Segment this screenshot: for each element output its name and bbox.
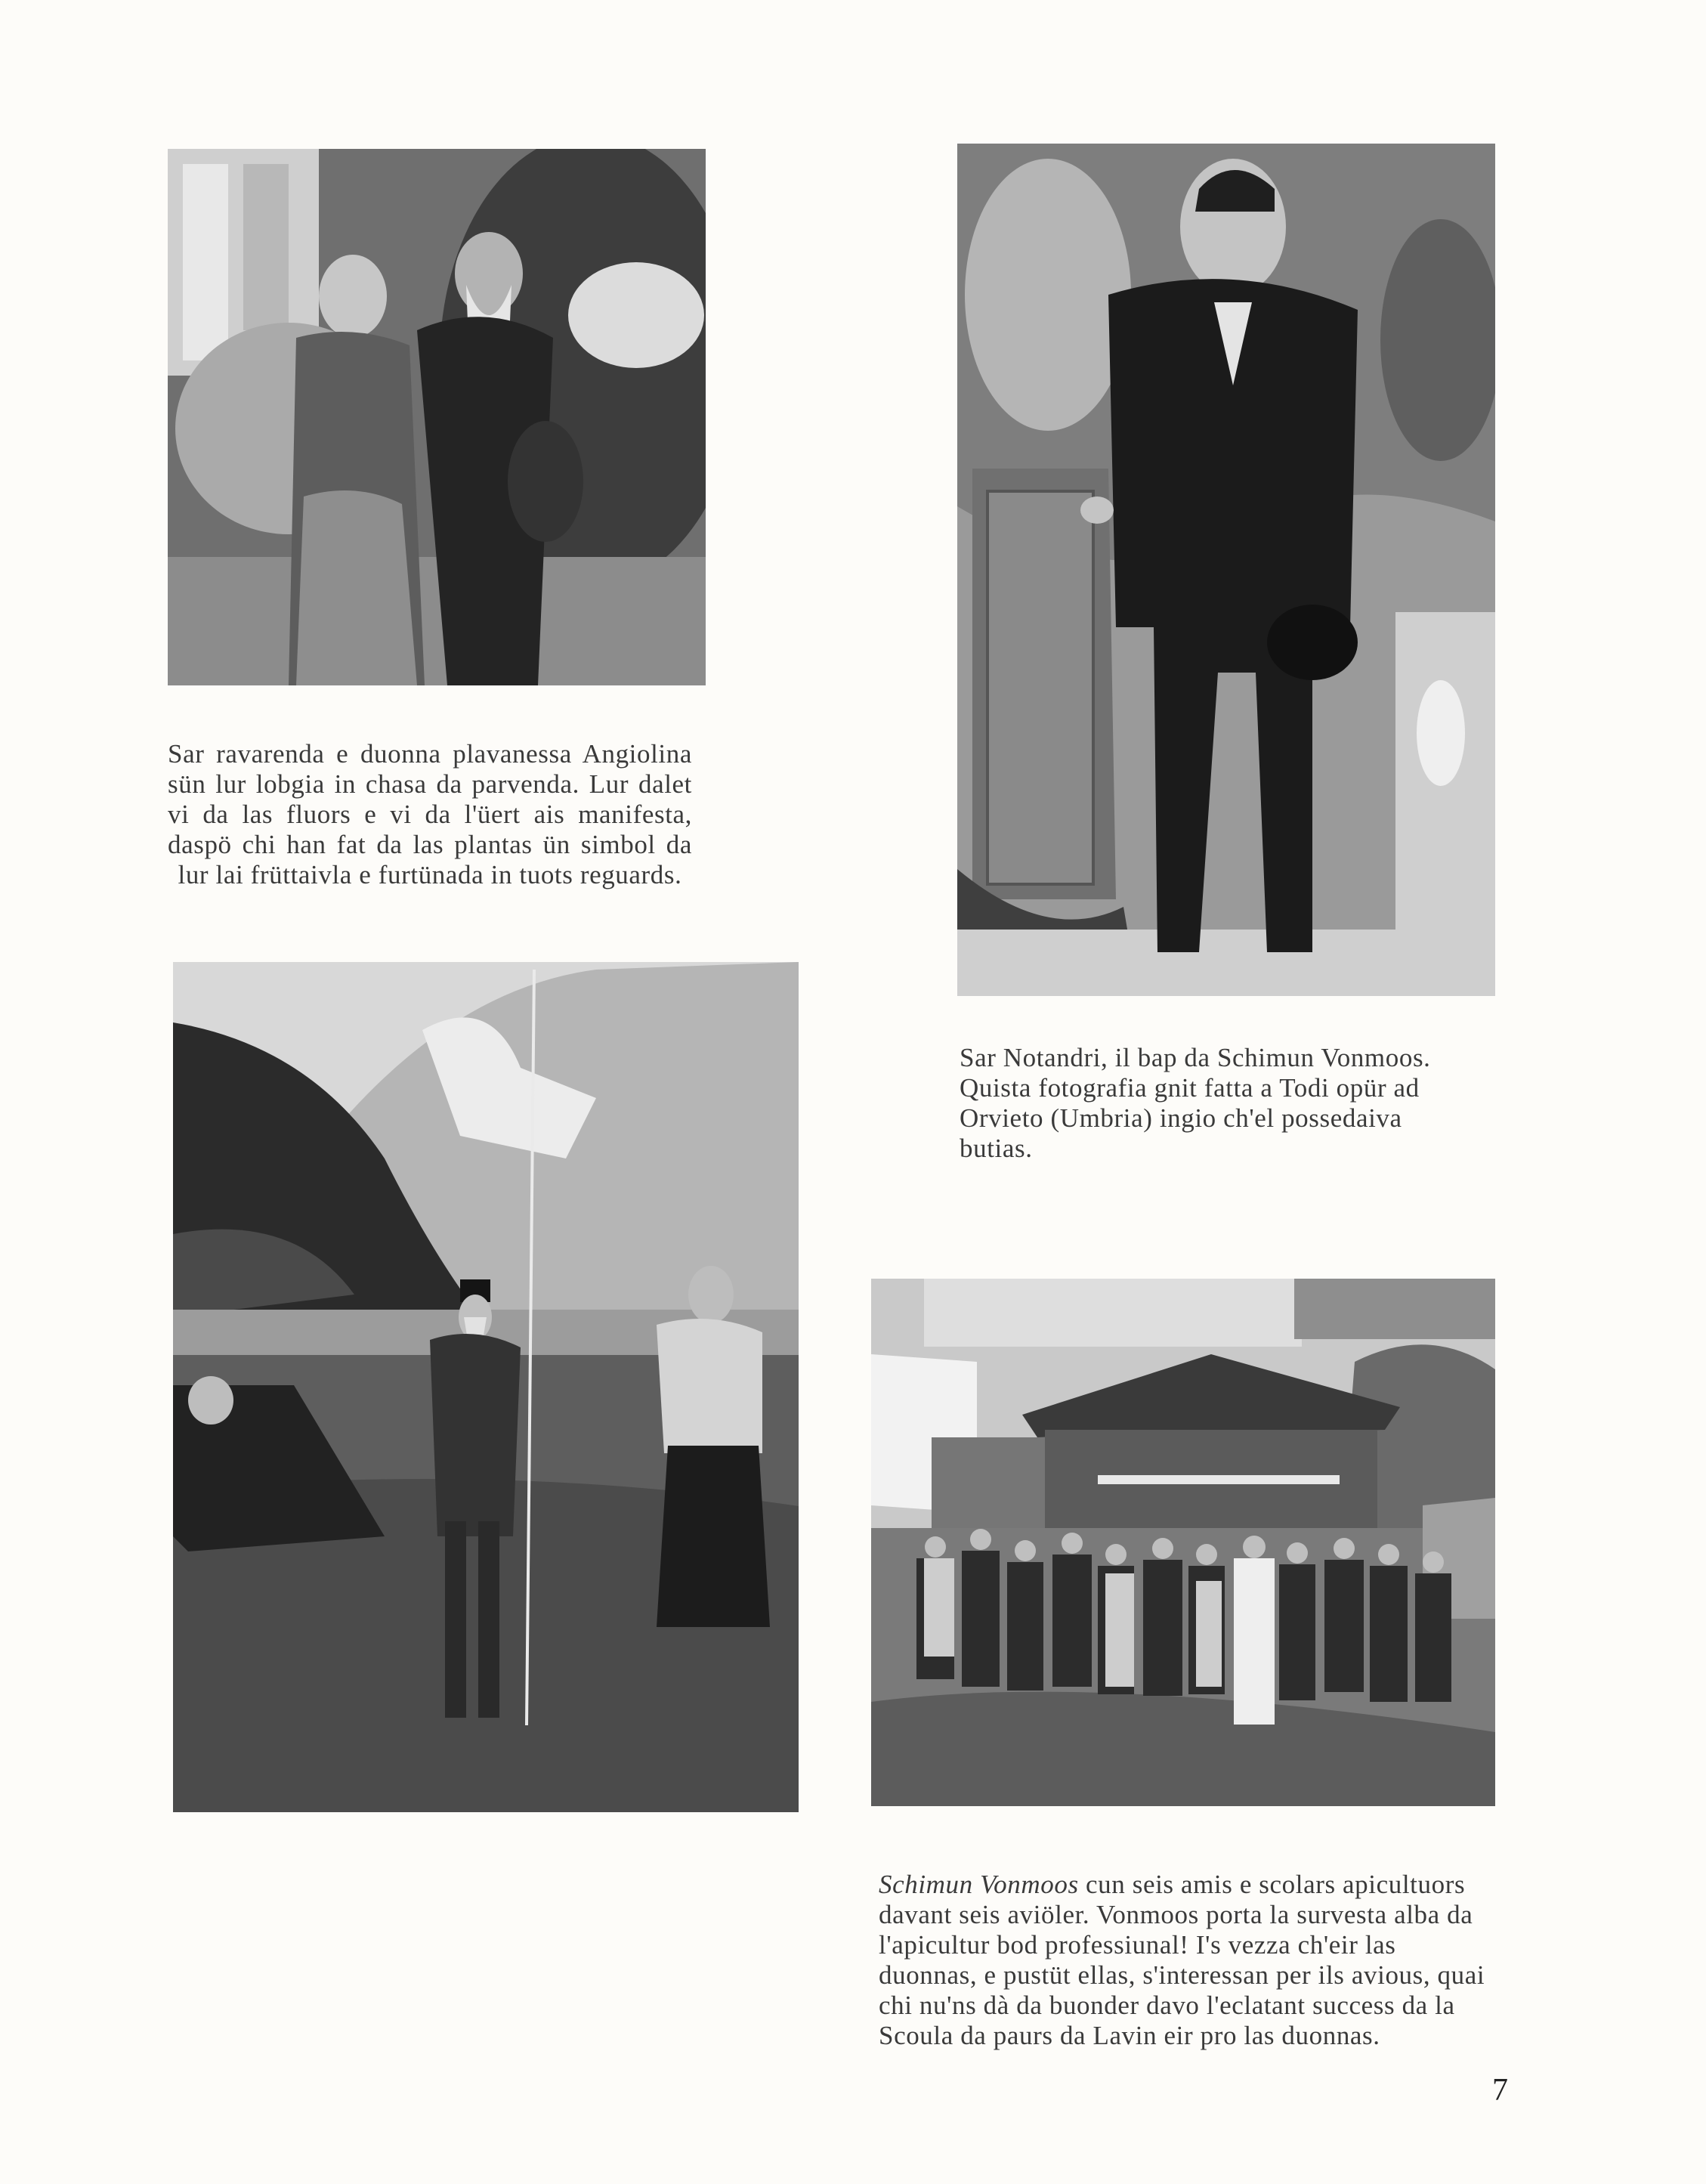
photo-beekeepers-drawing — [871, 1279, 1495, 1806]
photo-couple-drawing — [168, 149, 706, 685]
caption-beekeepers-text: cun seis amis e scolars apicultuors davant seis aviöler. Vonmoos porta la survesta alba da l'apicultur bod professiunal! I's vezza ch'eir las duonnas, e pustüt ellas, s'interessan per ils avious, quai chi nu'ns dà da buonder davo l'eclatant success da la Scoula da paurs da Lavin eir pro las duonnas. — [879, 1870, 1485, 2050]
photo-couple-loggia — [168, 149, 706, 685]
photo-beekeepers-group — [871, 1279, 1495, 1806]
photo-notandri-portrait — [957, 144, 1495, 996]
photo-notandri-drawing — [957, 144, 1495, 996]
photo-fisherman-drawing — [173, 962, 799, 1812]
page-number: 7 — [1492, 2073, 1508, 2108]
photo-fisherman-meadow — [173, 962, 799, 1812]
caption-couple: Sar ravarenda e duonna plavanessa Angiolina sün lur lobgia in chasa da parvenda. Lur dalet vi da las fluors e vi da l'üert ais manifesta, daspö chi han fat da las plantas ün simbol da lur lai früttaivla e furtünada in tuots reguards. — [168, 739, 692, 889]
caption-beekeepers — [879, 1870, 1497, 2051]
caption-notandri: Sar Notandri, il bap da Schimun Vonmoos. Quista fotografia gnit fatta a Todi opür ad Orvieto (Umbria) ingio ch'el possedaiva butias. — [960, 1043, 1431, 1163]
caption-beekeepers-name: Schimun Vonmoos — [879, 1870, 1079, 1899]
